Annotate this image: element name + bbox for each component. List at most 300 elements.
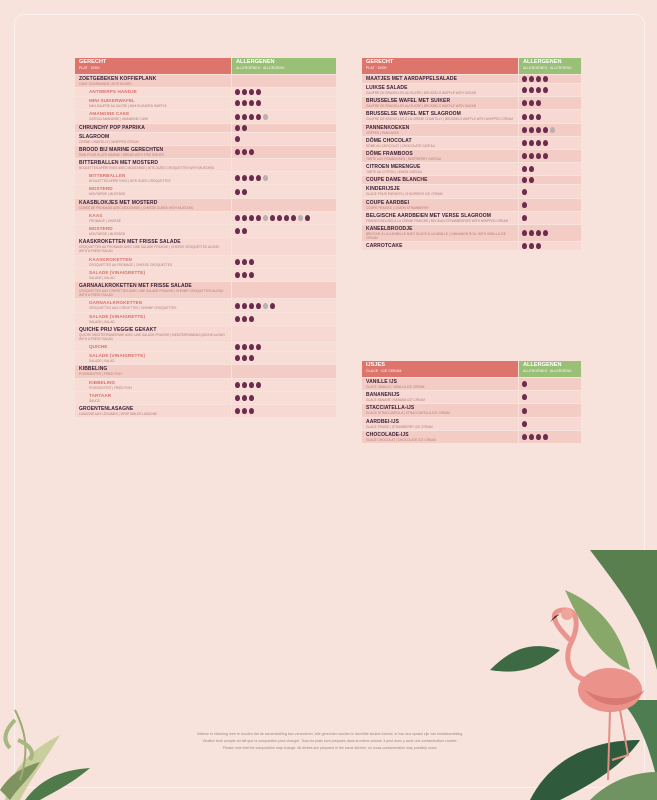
menu-item-row — [75, 199, 336, 211]
allergen-icon — [522, 127, 527, 133]
allergen-icon — [529, 434, 534, 440]
dish-cell — [75, 88, 231, 96]
menu-subitem-row — [75, 172, 336, 184]
left-allergen-table — [75, 58, 336, 417]
allergen-icon — [522, 76, 527, 82]
dish-description: GAUFRE DE BRUXELLES À LA CRÈME CHANTILLY | BRUSSELS WAFFLE WITH WHIPPED CREAM — [366, 117, 513, 122]
menu-subitem-row — [75, 299, 336, 311]
dish-cell — [362, 150, 518, 162]
menu-item-row — [75, 75, 336, 87]
allergen-icon — [529, 243, 534, 249]
menu-item-row — [75, 365, 336, 377]
menu-item-row — [362, 75, 581, 83]
allergen-icons-cell — [232, 88, 336, 96]
allergen-icons-cell — [232, 110, 336, 122]
allergen-icon — [291, 215, 296, 221]
allergen-icon — [522, 177, 527, 183]
allergen-icon — [529, 76, 534, 82]
dish-cell — [75, 146, 231, 158]
allergen-icon — [235, 149, 240, 155]
menu-item-row — [362, 176, 581, 184]
allergen-icon — [235, 114, 240, 120]
allergen-icons-cell — [519, 391, 581, 403]
dish-name: BELGISCHE AARDBEIEN MET VERSE SLAGROOM — [366, 212, 492, 219]
allergen-icons-cell — [232, 238, 336, 254]
dish-name: SALADE (VINAIGRETTE) — [89, 353, 146, 359]
menu-subitem-row — [75, 212, 336, 224]
dish-cell — [362, 242, 518, 250]
allergen-icon — [242, 408, 247, 414]
allergen-icons-cell — [232, 365, 336, 377]
menu-item-row — [75, 238, 336, 254]
dish-description: QUICHE MEDITERRANÉENNE AVEC UNE SALADE FRAICHE | MEDITERRANEAN QUICHE ALONG WITH A FRESH SALAD — [79, 332, 225, 342]
dish-cell — [75, 365, 231, 377]
dish-name: GROENTENLASAGNE — [79, 406, 134, 413]
menu-item-row — [75, 133, 336, 145]
menu-item-row — [362, 84, 581, 96]
dish-description: POISSON FRIT | FRIED FISH — [89, 385, 132, 390]
allergen-icon — [249, 382, 254, 388]
menu-item-row — [75, 282, 336, 298]
allergen-icons-cell — [519, 378, 581, 390]
menu-item-row — [362, 185, 581, 197]
allergen-icon — [256, 114, 261, 120]
allergen-icon — [235, 344, 240, 350]
dish-description: CUBES DE FROMAGE AVEC MOUTARDE | CHEESE CUBES WITH MUSTARD — [79, 205, 194, 210]
dish-name: CHOCOLADE-IJS — [366, 431, 409, 438]
allergen-icon — [242, 228, 247, 234]
dish-name: KINDERIJSJE — [366, 186, 400, 193]
dish-name: KAAS — [89, 212, 103, 218]
allergen-icon — [522, 243, 527, 249]
allergen-icons-cell — [519, 431, 581, 443]
allergen-icon — [242, 316, 247, 322]
allergen-icons-cell — [232, 392, 336, 404]
allergen-icon — [536, 87, 541, 93]
allergen-icon — [543, 153, 548, 159]
dish-name: BRUSSELSE WAFEL MET SUIKER — [366, 98, 451, 105]
dish-name: MOSTERD — [89, 226, 113, 232]
allergen-icons-cell — [232, 172, 336, 184]
menu-subitem-row — [75, 269, 336, 281]
allergen-icon — [235, 125, 240, 131]
allergen-icon — [522, 230, 527, 236]
dish-name: QUICHE — [89, 344, 108, 350]
dish-description: BOULETTES APÉRITIVES AVEC MOUTARDE | BITE-SIZED CROQUETTES WITH MUSTARD — [79, 166, 215, 171]
allergen-icon — [263, 303, 268, 309]
tropical-leaves-left-illustration — [0, 690, 95, 800]
dish-description: FRAISES BELGES À LA CRÈME FRAICHE | BELGIAN STRAWBERRIES WITH WHIPPED CREAM — [366, 218, 509, 223]
menu-subitem-row — [75, 343, 336, 351]
dish-description: SALADE | SALAD — [89, 275, 115, 280]
dish-description: CROQUETTES AU FROMAGE | CHEESE CROQUETTES — [89, 262, 173, 267]
dish-description: COUPE FRAISES | LEMON STRAWBERRY — [366, 205, 429, 210]
allergen-icon — [522, 421, 527, 427]
allergen-icon — [529, 166, 534, 172]
dish-description: FROMAGE | CHEESE — [89, 218, 121, 223]
dish-cell — [75, 172, 231, 184]
dish-column-header — [75, 58, 231, 74]
menu-subitem-row — [75, 379, 336, 391]
menu-item-row — [362, 150, 581, 162]
allergen-column-header — [519, 58, 581, 74]
dish-name: KIBBELING — [79, 366, 108, 373]
dish-header-subtitle: PLAT · DISH — [366, 65, 387, 70]
allergen-icon — [235, 175, 240, 181]
note-en: Please note that the composition may change. All dishes are prepared in the same kitchen, so cross-contamination may possibly occur. — [222, 746, 438, 751]
dish-header-subtitle: GLACE · ICE CREAM — [366, 368, 402, 373]
allergen-icons-cell — [232, 256, 336, 268]
dish-description: SAUCE — [89, 398, 100, 403]
allergen-icon — [235, 303, 240, 309]
allergen-icons-cell — [519, 110, 581, 122]
allergen-icon — [305, 215, 310, 221]
allergen-icons-cell — [232, 133, 336, 145]
dish-cell — [75, 212, 231, 224]
allergen-icon — [242, 149, 247, 155]
dish-column-header — [362, 58, 518, 74]
allergen-icons-cell — [519, 150, 581, 162]
table-header — [362, 58, 581, 74]
menu-item-row — [75, 146, 336, 158]
allergen-icon — [249, 100, 254, 106]
dish-description: MOUTARDE | MUSTARD — [89, 232, 126, 237]
allergen-icon — [277, 215, 282, 221]
dish-cell — [75, 282, 231, 298]
menu-item-row — [75, 159, 336, 171]
allergen-icon — [536, 114, 541, 120]
allergen-icon — [536, 100, 541, 106]
menu-item-row — [362, 163, 581, 175]
dish-name: BITTERBALLEN — [89, 173, 126, 179]
allergen-icons-cell — [519, 242, 581, 250]
dish-cell — [75, 269, 231, 281]
dish-description: GLACE CHOCOLAT | CHOCOLATE ICE CREAM — [366, 437, 436, 442]
dish-description: GAUFRE DE BRUXELLES AU SUCRE | BRUSSELS WAFFLE WITH SUGAR — [366, 91, 476, 95]
allergen-icon — [543, 230, 548, 236]
allergen-icon — [522, 381, 527, 387]
allergen-icon — [242, 395, 247, 401]
allergen-icon — [536, 434, 541, 440]
menu-item-row — [75, 124, 336, 132]
allergen-icons-cell — [232, 124, 336, 132]
allergen-icon — [249, 175, 254, 181]
dish-cell — [75, 313, 231, 325]
allergen-icons-cell — [232, 313, 336, 325]
dish-header-subtitle: PLAT · DISH — [79, 65, 100, 70]
dish-description: LASAGNE AUX LÉGUMES | VEGETABLES LASAGNE — [79, 412, 158, 417]
allergen-icon — [235, 136, 240, 142]
allergen-icon — [242, 355, 247, 361]
dish-name: PANNENKOEKEN — [366, 124, 410, 131]
dish-cell — [75, 238, 231, 254]
allergen-icon — [536, 243, 541, 249]
dish-cell — [362, 75, 518, 83]
table-header — [362, 361, 581, 377]
allergen-icons-cell — [232, 269, 336, 281]
allergen-icon — [249, 355, 254, 361]
allergen-icon — [235, 316, 240, 322]
dish-description: CROQUETTES AUX CREVETTES AVEC UNE SALADE FRAICHE | SHRIMP CROQUETTES ALONG WITH A FRESH SALAD — [79, 289, 224, 298]
menu-subitem-row — [75, 256, 336, 268]
allergen-icons-cell — [232, 379, 336, 391]
dish-cell — [75, 133, 231, 145]
dish-cell — [75, 299, 231, 311]
menu-subitem-row — [75, 88, 336, 96]
allergen-icon — [298, 215, 303, 221]
dish-name: ZOETGEBEKEN KOFFIEPLANK — [79, 76, 157, 82]
dish-cell — [362, 212, 518, 224]
dish-name: SALADE (VINAIGRETTE) — [89, 313, 146, 319]
allergen-icon — [522, 394, 527, 400]
allergen-icon — [235, 272, 240, 278]
allergen-icon — [256, 175, 261, 181]
dish-header-title: IJSJES — [366, 362, 385, 368]
dish-name: KAASKROKETTEN MET FRISSE SALADE — [79, 239, 181, 246]
dish-cell — [362, 110, 518, 122]
dish-description: DÔME AU CHOCOLAT | CHOCOLATE GATEAU — [366, 143, 435, 148]
dish-name: QUICHE PRIJ VEGGIE GEKAKT — [79, 326, 157, 333]
dish-description: BRIOCHE À LA CANNELLE AVEC GLACE À LA VANILLE | CINNAMON ROLL WITH VANILLA ICE CREAM — [366, 232, 506, 241]
allergen-icon — [263, 215, 268, 221]
allergen-icon — [529, 177, 534, 183]
dish-cell — [362, 391, 518, 403]
dish-description: GAUFRE DE BRUXELLES AU SUCRE | BRUSSELS WAFFLE WITH SUGAR — [366, 104, 476, 109]
dish-cell — [362, 431, 518, 443]
allergen-icon — [235, 259, 240, 265]
allergen-icon — [242, 89, 247, 95]
allergen-icon — [522, 434, 527, 440]
dish-header-title: GERECHT — [366, 59, 394, 65]
allergen-icon — [522, 202, 527, 208]
dish-name: CARROTCAKE — [366, 243, 403, 250]
allergen-icon — [249, 316, 254, 322]
allergen-icon — [256, 89, 261, 95]
ice-cream-allergen-table — [362, 361, 581, 443]
allergen-icons-cell — [232, 299, 336, 311]
dish-cell — [75, 75, 231, 87]
dish-name: CHRUNCHY POP PAPRIKA — [79, 124, 145, 131]
allergen-icons-cell — [232, 212, 336, 224]
allergen-header-subtitle: ALLERGÈNES · ALLERGENS — [523, 368, 572, 373]
allergen-icon — [235, 100, 240, 106]
menu-item-row — [362, 431, 581, 443]
dish-name: STACCIATELLA-IJS — [366, 405, 415, 412]
allergen-icon — [536, 76, 541, 82]
allergen-icons-cell — [519, 404, 581, 416]
menu-item-row — [362, 199, 581, 211]
allergen-icon — [249, 408, 254, 414]
allergen-icons-cell — [519, 137, 581, 149]
dish-description: TARTE AUX FRAMBOISES | RASPBERRY GATEAU — [366, 157, 442, 162]
allergen-icons-cell — [232, 282, 336, 298]
menu-item-row — [362, 378, 581, 390]
allergen-icons-cell — [519, 418, 581, 430]
allergen-icons-cell — [232, 97, 336, 109]
allergen-icons-cell — [519, 97, 581, 109]
dish-description: PAIN POUR PLATS MARINE | BREAD WITH FISH DISHES — [79, 152, 164, 157]
allergen-header-title: ALLERGENEN — [523, 59, 562, 65]
allergen-icon — [263, 114, 268, 120]
allergen-icon — [256, 303, 261, 309]
allergen-icon — [235, 189, 240, 195]
allergen-icon — [543, 140, 548, 146]
allergen-icon — [249, 149, 254, 155]
allergen-icon — [529, 114, 534, 120]
allergen-icon — [249, 303, 254, 309]
dish-cell — [75, 185, 231, 197]
dish-description: SALADE | SALAD — [89, 319, 115, 324]
dish-name: GARNAALKROKETTEN — [89, 300, 143, 306]
dish-cell — [362, 378, 518, 390]
allergen-icon — [270, 215, 275, 221]
dish-description: CROQUETTES AUX CREVETTES | SHRIMP CROQUETTES — [89, 306, 177, 311]
menu-item-row — [362, 124, 581, 136]
dish-name: DÔME FRAMBOOS — [366, 151, 413, 158]
dish-description: BOULETTES APÉRITIVES | BITE-SIZED CROQUETTES — [89, 179, 171, 184]
allergen-icon — [242, 303, 247, 309]
dish-name: MOSTERD — [89, 186, 113, 192]
allergen-icons-cell — [519, 225, 581, 241]
dish-cell — [362, 163, 518, 175]
allergen-icons-cell — [232, 405, 336, 417]
note-nl: Gelieve er rekening mee te houden dat de samenstelling kan veranderen. Alle gerechten worden in dezelfde keuken bereid, er kan dus sprake zijn van kruisbesmetting. — [196, 732, 464, 736]
allergen-icon — [256, 344, 261, 350]
dish-cell — [362, 418, 518, 430]
dish-cell — [75, 225, 231, 237]
dish-name: COUPE DAME BLANCHE — [366, 177, 428, 184]
dish-description: GLACE FRAISE | STRAWBERRY ICE CREAM — [366, 424, 433, 429]
menu-item-row — [362, 212, 581, 224]
allergen-icon — [235, 355, 240, 361]
allergen-icon — [536, 230, 541, 236]
dish-cell — [362, 84, 518, 96]
allergen-icons-cell — [519, 212, 581, 224]
dish-name: CITROEN MERENGUE — [366, 164, 421, 171]
dish-name: LUIKSE SALADE — [366, 85, 408, 91]
allergen-icon — [242, 125, 247, 131]
allergen-icons-cell — [232, 159, 336, 171]
menu-item-row — [362, 391, 581, 403]
dish-name: AMANDINE CAKE — [89, 111, 130, 117]
allergen-icon — [522, 189, 527, 195]
dish-cell — [75, 110, 231, 122]
menu-item-row — [362, 418, 581, 430]
dish-cell — [362, 185, 518, 197]
allergen-icons-cell — [519, 84, 581, 96]
allergen-icon — [550, 127, 555, 133]
menu-subitem-row — [75, 185, 336, 197]
allergen-icon — [263, 175, 268, 181]
allergen-header-title: ALLERGENEN — [523, 362, 562, 368]
dish-description: MOUTARDE | MUSTARD — [89, 192, 126, 197]
dish-name: KAASKROKETTEN — [89, 256, 132, 262]
dish-description: POISSON FRIT | FRIED FISH — [79, 372, 122, 377]
menu-item-row — [362, 404, 581, 416]
dish-description: GLACE STRACCIATELLA | STRACCIATELLA ICE CREAM — [366, 411, 450, 416]
dish-cell — [75, 352, 231, 364]
dish-cell — [75, 326, 231, 342]
allergen-icon — [522, 100, 527, 106]
allergen-icons-cell — [232, 352, 336, 364]
allergen-icons-cell — [519, 185, 581, 197]
allergen-icons-cell — [519, 176, 581, 184]
allergen-icon — [256, 100, 261, 106]
dish-description: GATEAU AMANDINE | AMANDINE CAKE — [89, 117, 149, 122]
allergen-icon — [543, 87, 548, 93]
allergen-icon — [235, 89, 240, 95]
dish-cell — [75, 392, 231, 404]
allergen-icon — [522, 87, 527, 93]
right-allergen-table — [362, 58, 581, 250]
allergen-icon — [270, 303, 275, 309]
dish-name: AARDBEI-IJS — [366, 418, 400, 425]
menu-subitem-row — [75, 97, 336, 109]
allergen-icon — [249, 272, 254, 278]
dish-name: COUPE AARDBEI — [366, 199, 410, 206]
dish-cell — [362, 97, 518, 109]
allergen-icon — [522, 166, 527, 172]
dish-description: SALADE | SALAD — [89, 359, 115, 364]
menu-item-row — [75, 326, 336, 342]
dish-description: GLACE VANILLE | VANILLA ICE CREAM — [366, 385, 425, 389]
dish-cell — [362, 176, 518, 184]
dish-cell — [362, 225, 518, 241]
dish-name: BITTERBALLEN MET MOSTERD — [79, 160, 159, 167]
allergen-icon — [529, 87, 534, 93]
allergen-icon — [529, 100, 534, 106]
menu-item-row — [362, 137, 581, 149]
dish-description: CRÈME CHANTILLY | WHIPPED CREAM — [79, 139, 139, 144]
dish-name: GARNAALKROKETTEN MET FRISSE SALADE — [79, 283, 192, 290]
dish-name: KAASBLOKJES MET MOSTERD — [79, 199, 158, 206]
allergen-icon — [235, 215, 240, 221]
dish-name: BANANENIJS — [366, 392, 400, 399]
dish-name: KANEELBROODJE — [366, 226, 413, 233]
allergen-icon — [249, 89, 254, 95]
dish-cell — [75, 343, 231, 351]
allergen-icon — [529, 230, 534, 236]
dish-column-header — [362, 361, 518, 377]
allergen-icon — [529, 153, 534, 159]
allergen-icon — [235, 382, 240, 388]
allergen-icons-cell — [232, 146, 336, 158]
allergen-icon — [235, 395, 240, 401]
menu-subitem-row — [75, 352, 336, 364]
dish-name: MINI SUIKERWAFEL — [89, 98, 135, 104]
menu-subitem-row — [75, 313, 336, 325]
allergen-header-subtitle: ALLERGÈNES · ALLERGENS — [236, 65, 285, 70]
menu-item-row — [362, 225, 581, 241]
allergen-icon — [529, 127, 534, 133]
dish-cell — [75, 159, 231, 171]
menu-item-row — [362, 97, 581, 109]
allergen-icon — [242, 215, 247, 221]
allergen-icons-cell — [232, 225, 336, 237]
allergen-icon — [242, 114, 247, 120]
note-fr: Veuillez tenir compte du fait que la composition peut changer. Tous les plats sont préparés dans la même cuisine, il peut donc y avoir une contamination croisée. — [202, 739, 458, 744]
dish-description: MINI GAUFRE AU SUCRE | MINI SUGARED WAFFLE — [89, 104, 167, 109]
table-header — [75, 58, 336, 74]
menu-subitem-row — [75, 392, 336, 404]
dish-name: DÔME CHOCOLAT — [366, 137, 412, 144]
allergen-icon — [522, 153, 527, 159]
dish-cell — [75, 124, 231, 132]
menu-item-row — [362, 242, 581, 250]
allergen-icons-cell — [519, 124, 581, 136]
allergen-icon — [543, 434, 548, 440]
allergen-header-title: ALLERGENEN — [236, 59, 275, 65]
